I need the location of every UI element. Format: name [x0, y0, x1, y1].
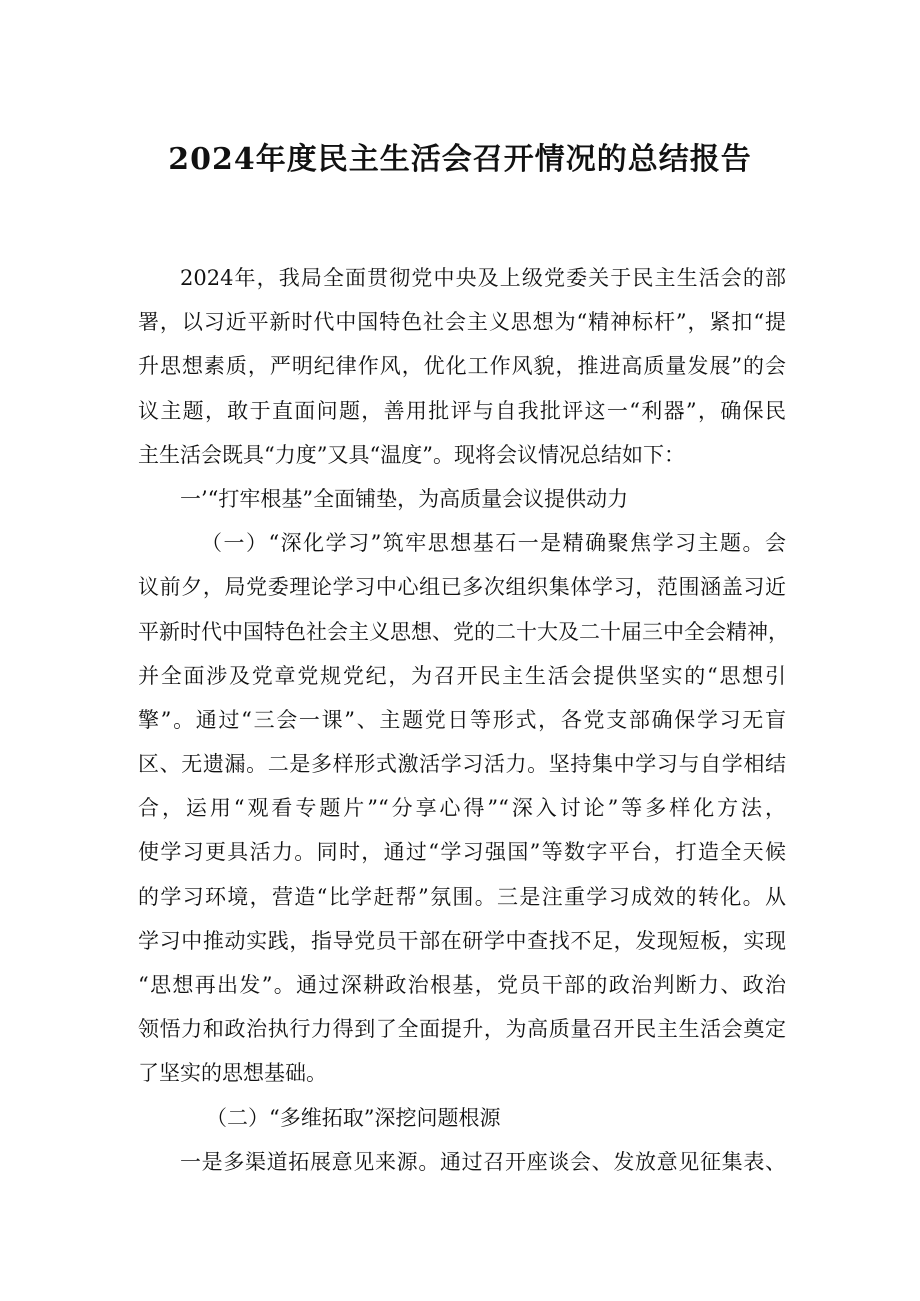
section-heading: 一’“打牢根基”全面铺垫，为高质量会议提供动力 [180, 486, 629, 511]
paragraph-line: 一是多渠道拓展意见来源。通过召开座谈会、发放意见征集表、 [180, 1149, 786, 1174]
paragraph-line: 议主题，敢于直面问题，善用批评与自我批评这一“利器”，确保民 [138, 398, 786, 423]
paragraph-line: 使学习更具活力。同时，通过“学习强国”等数字平台，打造全天候 [138, 840, 786, 865]
paragraph-line: 平新时代中国特色社会主义思想、党的二十大及二十届三中全会精神， [138, 619, 789, 644]
paragraph-line: 学习中推动实践，指导党员干部在研学中查找不足，发现短板，实现 [138, 928, 786, 953]
paragraph-line: 了坚实的思想基础。 [138, 1061, 327, 1086]
paragraph-line: 升思想素质，严明纪律作风，优化工作风貌，推进高质量发展”的会 [138, 354, 786, 379]
document-title: 2024年度民主生活会召开情况的总结报告 [168, 142, 752, 177]
document-body [138, 256, 789, 1184]
paragraph-line: 领悟力和政治执行力得到了全面提升，为高质量召开民主生活会奠定 [138, 1017, 786, 1042]
paragraph-line: 区、无遗漏。二是多样形式激活学习活力。坚持集中学习与自学相结 [138, 752, 786, 777]
paragraph-line: 并全面涉及党章党规党纪，为召开民主生活会提供坚实的“思想引 [138, 663, 786, 688]
paragraph-line: 主生活会既具“力度”又具“温度”。现将会议情况总结如下： [138, 442, 685, 467]
paragraph-line: 的学习环境，营造“比学赶帮”氛围。三是注重学习成效的转化。从 [138, 884, 786, 909]
paragraph-line: 擎”。通过“三会一课”、主题党日等形式，各党支部确保学习无盲 [138, 707, 786, 732]
paragraph-line: “思想再出发”。通过深耕政治根基，党员干部的政治判断力、政治 [138, 973, 786, 997]
subsection-heading: （二）“多维拓取”深挖问题根源 [206, 1105, 501, 1130]
subsection-heading-line: （一）“深化学习”筑牢思想基石一是精确聚焦学习主题。会 [201, 531, 786, 556]
paragraph-line: 议前夕，局党委理论学习中心组已多次组织集体学习，范围涵盖习近 [138, 575, 786, 600]
paragraph-line: 2024年，我局全面贯彻党中央及上级党委关于民主生活会的部 [180, 266, 786, 290]
paragraph-line: 署，以习近平新时代中国特色社会主义思想为“精神标杆”，紧扣“提 [138, 310, 786, 335]
paragraph-line: 合，运用“观看专题片”“分享心得”“深入讨论”等多样化方法， [138, 796, 786, 821]
